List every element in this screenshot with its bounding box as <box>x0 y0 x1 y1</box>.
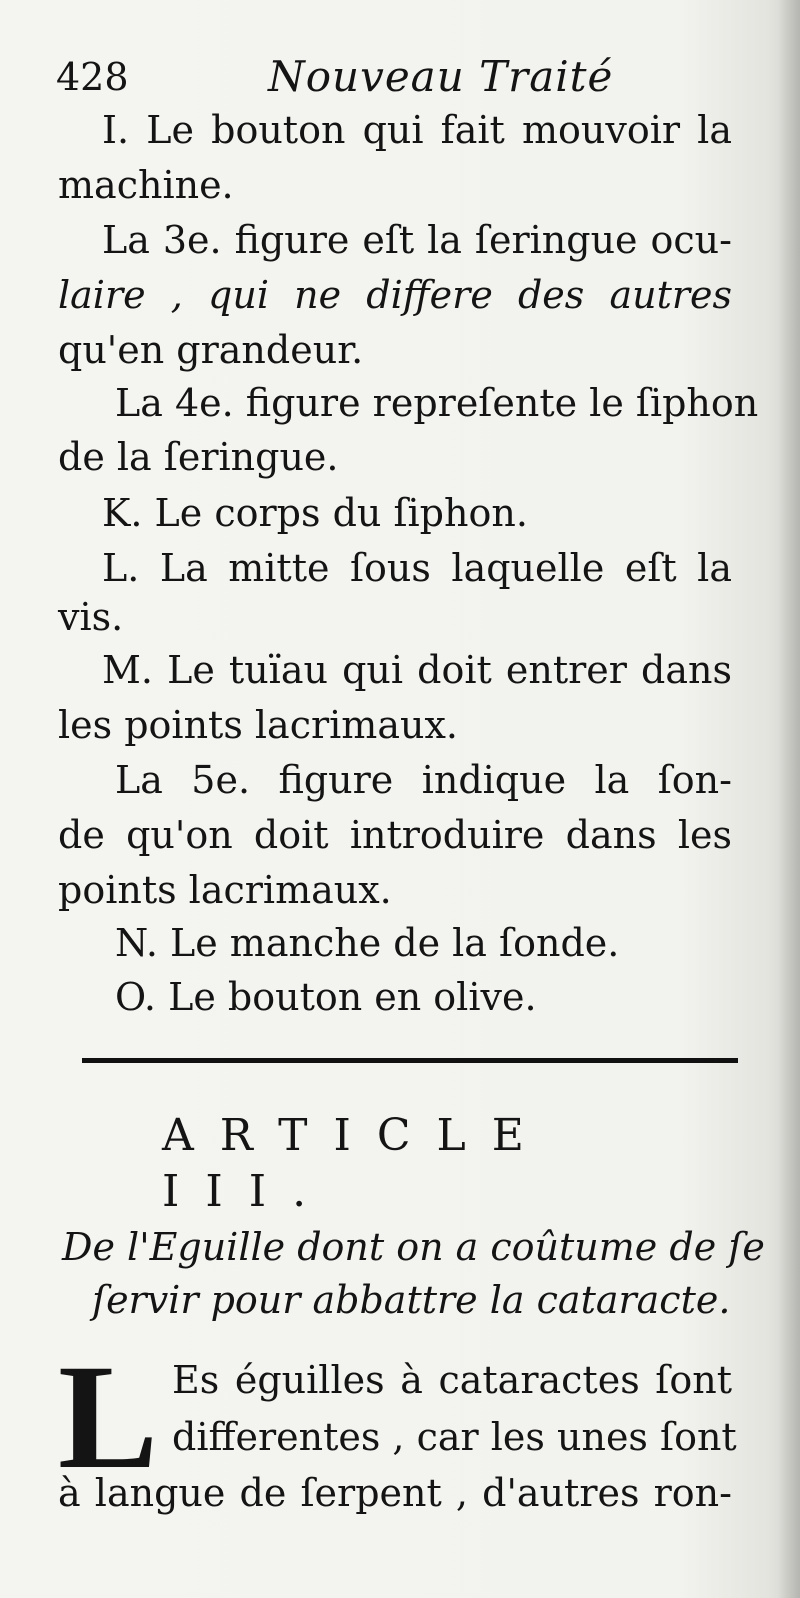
text-line: machine. <box>58 163 234 207</box>
text-line: N. Le manche de la ſonde. <box>115 921 620 965</box>
text-line: points lacrimaux. <box>58 868 392 912</box>
page-header <box>56 52 740 102</box>
text-line: L. La mitte ſous laquelle eſt la <box>102 546 732 590</box>
article-subtitle-line: ſervir pour abbattre la cataracte. <box>92 1278 731 1322</box>
paragraph-line: à langue de ſerpent , d'autres ron- <box>58 1471 732 1515</box>
text-line: de la ſeringue. <box>58 435 339 479</box>
page-gutter-shadow <box>778 0 800 1598</box>
text-line: de qu'on doit introduire dans les <box>58 813 732 857</box>
text-line: I. Le bouton qui fait mouvoir la <box>102 108 732 152</box>
text-line: La 4e. figure repreſente le ſiphon <box>115 381 759 425</box>
paragraph-line: differentes , car les unes ſont <box>172 1415 737 1459</box>
text-line: La 3e. figure eſt la ſeringue ocu- <box>102 218 732 262</box>
article-heading: ARTICLE III. <box>162 1110 550 1217</box>
text-line: O. Le bouton en olive. <box>115 975 537 1019</box>
page-number: 428 <box>56 55 129 99</box>
drop-cap: L <box>58 1334 159 1500</box>
text-line: La 5e. figure indique la ſon- <box>115 758 732 802</box>
article-subtitle-line: De l'Eguille dont on a coûtume de ſe <box>62 1225 765 1269</box>
text-line: M. Le tuïau qui doit entrer dans <box>102 648 732 692</box>
paragraph-line: Es éguilles à cataractes ſont <box>172 1358 732 1402</box>
text-line: laire , qui ne differe des autres <box>58 273 732 317</box>
text-line: qu'en grandeur. <box>58 328 364 372</box>
running-title: Nouveau Traité <box>268 52 614 101</box>
text-line: vis. <box>58 595 124 639</box>
text-line: K. Le corps du ſiphon. <box>102 491 528 535</box>
text-line: les points lacrimaux. <box>58 703 458 747</box>
section-rule <box>82 1058 738 1063</box>
